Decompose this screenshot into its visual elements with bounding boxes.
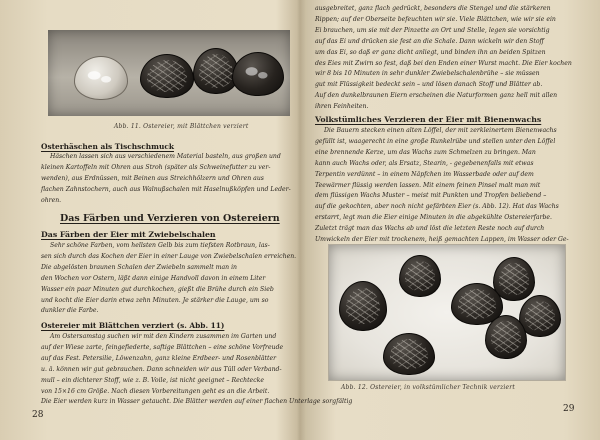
egg-dark-patterned (140, 54, 194, 98)
egg-dark-leaf (232, 52, 284, 96)
figure-12-caption: Abb. 12. Ostereier, in volkstümlicher Technik verziert (341, 384, 515, 391)
page-number-left: 28 (32, 410, 44, 420)
figure-11-caption: Abb. 11. Ostereier, mit Blättchen verziert (114, 123, 249, 130)
egg-wax-patterned (383, 333, 435, 375)
top-paragraph: ausgebreitet, ganz flach gedrückt, besonders die Stengel und die stärkeren Rippen; auf der Oberseite befeuchten wir sie. Viele Blättchen, wie wir sie ein Ei brauchen, um sie mit der Pinzette an Ort und Stelle, legen sie vorsichtig auf das Ei und drücken sie fest an die Schale. Dann wickeln wir den Stoff um das Ei, so daß er ganz dicht anliegt, und binden ihn an beiden Spitzen des Eies mit Zwirn so fest, daß bei den Enden einer Wurst macht. Die Eier kochen wir 8 bis 10 Minuten in sehr dunkler Zwiebelschalenbrühe – sie müssen gut mit Flüssigkeit bedeckt sein – und lösen danach Stoff und Blätter ab. Auf den dunkelbraunen Eiern erscheinen die Naturformen ganz hell mit allen ihren Feinheiten. (315, 5, 572, 111)
onion-paragraph: Sehr schöne Farben, vom hellsten Gelb bis zum tiefsten Rotbraun, las- sen sich durch das Kochen der Eier in einer Lauge von Zwiebelschalen erreichen. Die abgelösten braunen Schalen der Zwiebeln sammelt man in den Wochen vor Ostern, läßt dann einige Handvoll davon in einem Liter Wasser ein paar Minuten gut durchkochen, gießt die Brühe durch ein Sieb und kocht die Eier darin etwa zehn Minuten. Je stärker die Lauge, um so dunkler die Farbe. (41, 242, 297, 315)
main-heading-dyeing: Das Färben und Verzieren von Ostereiern (60, 213, 280, 224)
beeswax-paragraph: Die Bauern stecken einen alten Löffel, der mit zerkleinertem Bienenwachs gefüllt ist, waagerecht in eine große Runkelrübe und stellen unter den Löffel eine brennende Kerze, um das Wachs zum Schmelzen zu bringen. Man kann auch Wachs oder, als Ersatz, Stearin, - gegebenenfalls mit etwas Terpentin verdünnt – in einem Näpfchen im Wasserbade oder auf dem Teewärmer flüssig werden lassen. Mit einem feinen Pinsel malt man mit dem flüssigen Wachs Muster – meist mit Punkten und Tropfen beliebend – auf die gekochten, aber noch nicht gefärbten Eier (s. Abb. 12). Hat das Wachs erstarrt, legt man die Eier einige Minuten in die abgekühlte Ostereierfarbe. Zuletzt trägt man das Wachs ab und löst die letzten Reste noch auf durch Umwickeln der Eier mit trockenem, heiß gemachten Lappen, im Wasser oder Ge- (315, 127, 569, 244)
egg-wax-patterned (485, 315, 527, 359)
eggs-photo-figure-12 (328, 244, 566, 381)
heading-beeswax: Volkstümliches Verzieren der Eier mit Bienenwachs (315, 115, 542, 124)
section-paragraph: Häschen lassen sich aus verschiedenem Material basteln, aus großen und kleinen Kartoffeln mit Ohren aus Stroh (später als Schweinefutter zu ver- wenden), aus Erdnüssen, mit Beinen aus Streichhölzern und Ohren aus flachen Zahnstochern, auch aus Walnußschalen mit Haselnußköpfen und Leder- ohren. (41, 153, 291, 204)
minor-heading-leaves: Ostereier mit Blättchen verziert (s. Abb. 11) (41, 321, 225, 330)
sub-heading-onion-skins: Das Färben der Eier mit Zwiebelschalen (41, 230, 216, 239)
section-heading-easter-bunny: Osterhäschen als Tischschmuck (41, 142, 174, 151)
leaves-paragraph: Am Ostersamstag suchen wir mit den Kindern zusammen im Garten und auf der Wiese zarte, feingefiederte, saftige Blättchen – eine schöne Vorfreude auf das Fest. Petersilie, Löwenzahn, ganz kleine Erdbeer- und Rosenblätter u. ä. können wir gut gebrauchen. Dann schneiden wir aus Tüll oder Verband- mull – ein dichterer Stoff, wie z. B. Voile, ist nicht geeignet – Rechtecke von 15×16 cm Größe. Nach diesen Vorbereitungen geht es an die Arbeit. Die Eier werden kurz in Wasser getaucht. Die Blätter werden auf einer flachen Unterlage sorgfältig (41, 333, 353, 406)
egg-leaf-decorated (74, 56, 128, 100)
egg-wax-patterned (339, 281, 387, 331)
egg-wax-patterned (399, 255, 441, 297)
right-page (301, 0, 600, 440)
page-number-right: 29 (563, 404, 575, 414)
eggs-photo-figure-11 (48, 30, 290, 116)
